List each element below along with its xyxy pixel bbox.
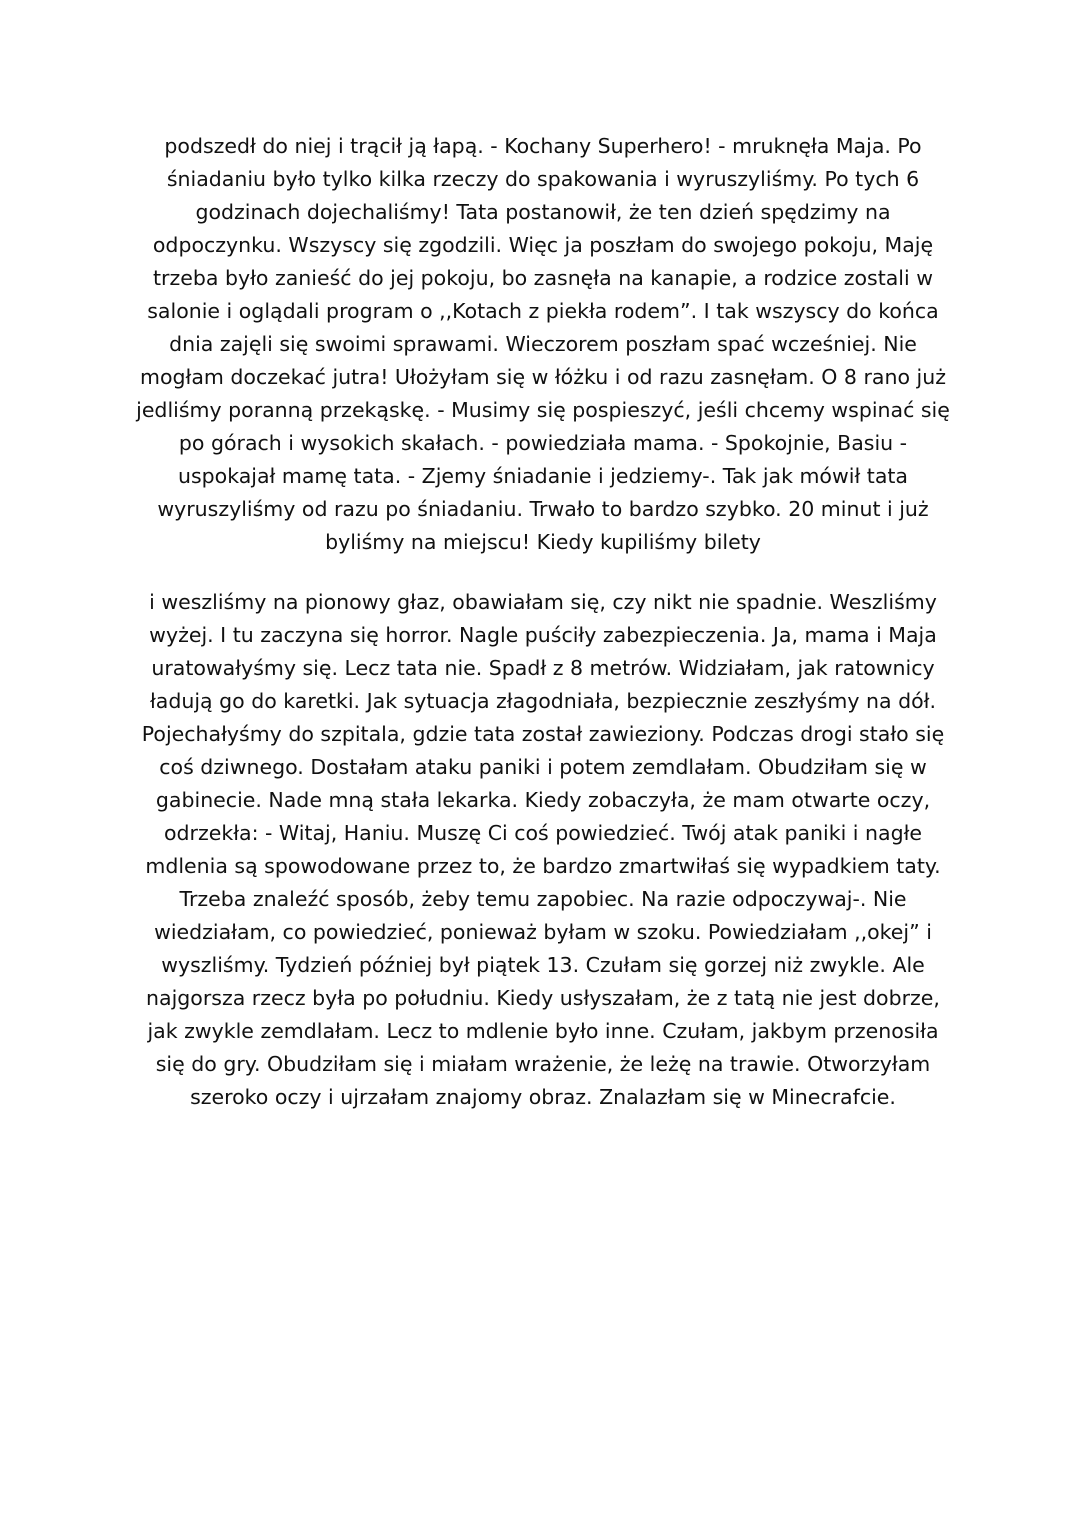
text-line: odpoczynku. Wszyscy się zgodzili. Więc ja poszłam do swojego pokoju, Maję: [152, 233, 934, 257]
text-line: mogłam doczekać jutra! Ułożyłam się w łóżku i od razu zasnęłam. O 8 rano już: [140, 365, 946, 389]
text-line: wyruszyliśmy od razu po śniadaniu. Trwało to bardzo szybko. 20 minut i już: [157, 497, 929, 521]
text-line: po górach i wysokich skałach. - powiedziała mama. - Spokojnie, Basiu -: [178, 431, 908, 455]
text-line: uspokajał mamę tata. - Zjemy śniadanie i jedziemy-. Tak jak mówił tata: [178, 464, 908, 488]
paragraph-1: [120, 130, 966, 559]
text-line: szeroko oczy i ujrzałam znajomy obraz. Znalazłam się w Minecrafcie.: [190, 1085, 896, 1109]
text-line: coś dziwnego. Dostałam ataku paniki i potem zemdlałam. Obudziłam się w: [159, 755, 927, 779]
text-line: jedliśmy poranną przekąskę. - Musimy się pospieszyć, jeśli chcemy wspinać się: [136, 398, 950, 422]
text-line: uratowałyśmy się. Lecz tata nie. Spadł z 8 metrów. Widziałam, jak ratownicy: [151, 656, 935, 680]
text-line: podszedł do niej i trącił ją łapą. - Kochany Superhero! - mruknęła Maja. Po: [164, 134, 922, 158]
text-line: najgorsza rzecz była po południu. Kiedy usłyszałam, że z tatą nie jest dobrze,: [146, 986, 940, 1010]
text-line: gabinecie. Nade mną stała lekarka. Kiedy zobaczyła, że mam otwarte oczy,: [155, 788, 931, 812]
text-line: dnia zajęli się swoimi sprawami. Wieczorem poszłam spać wcześniej. Nie: [169, 332, 917, 356]
text-line: mdlenia są spowodowane przez to, że bardzo zmartwiłaś się wypadkiem taty.: [145, 854, 941, 878]
text-line: się do gry. Obudziłam się i miałam wrażenie, że leżę na trawie. Otworzyłam: [155, 1052, 931, 1076]
text-line: trzeba było zanieść do jej pokoju, bo zasnęła na kanapie, a rodzice zostali w: [153, 266, 933, 290]
text-line: wiedziałam, co powiedzieć, ponieważ byłam w szoku. Powiedziałam ,,okej” i: [154, 920, 932, 944]
text-line: i weszliśmy na pionowy głaz, obawiałam się, czy nikt nie spadnie. Weszliśmy: [149, 590, 937, 614]
text-line: wyżej. I tu zaczyna się horror. Nagle puściły zabezpieczenia. Ja, mama i Maja: [149, 623, 937, 647]
text-line: wyszliśmy. Tydzień później był piątek 13. Czułam się gorzej niż zwykle. Ale: [161, 953, 925, 977]
text-line: byliśmy na miejscu! Kiedy kupiliśmy bilety: [325, 530, 761, 554]
text-line: godzinach dojechaliśmy! Tata postanowił, że ten dzień spędzimy na: [195, 200, 891, 224]
text-line: ładują go do karetki. Jak sytuacja złagodniała, bezpiecznie zeszłyśmy na dół.: [149, 689, 937, 713]
text-line: Pojechałyśmy do szpitala, gdzie tata został zawieziony. Podczas drogi stało się: [141, 722, 945, 746]
text-line: salonie i oglądali program o ,,Kotach z piekła rodem”. I tak wszyscy do końca: [147, 299, 939, 323]
text-line: odrzekła: - Witaj, Haniu. Muszę Ci coś powiedzieć. Twój atak paniki i nagłe: [163, 821, 923, 845]
text-line: Trzeba znaleźć sposób, żeby temu zapobiec. Na razie odpoczywaj-. Nie: [179, 887, 907, 911]
text-line: śniadaniu było tylko kilka rzeczy do spakowania i wyruszyliśmy. Po tych 6: [166, 167, 920, 191]
text-line: jak zwykle zemdlałam. Lecz to mdlenie było inne. Czułam, jakbym przenosiła: [147, 1019, 939, 1043]
paragraph-2: [120, 586, 966, 1114]
